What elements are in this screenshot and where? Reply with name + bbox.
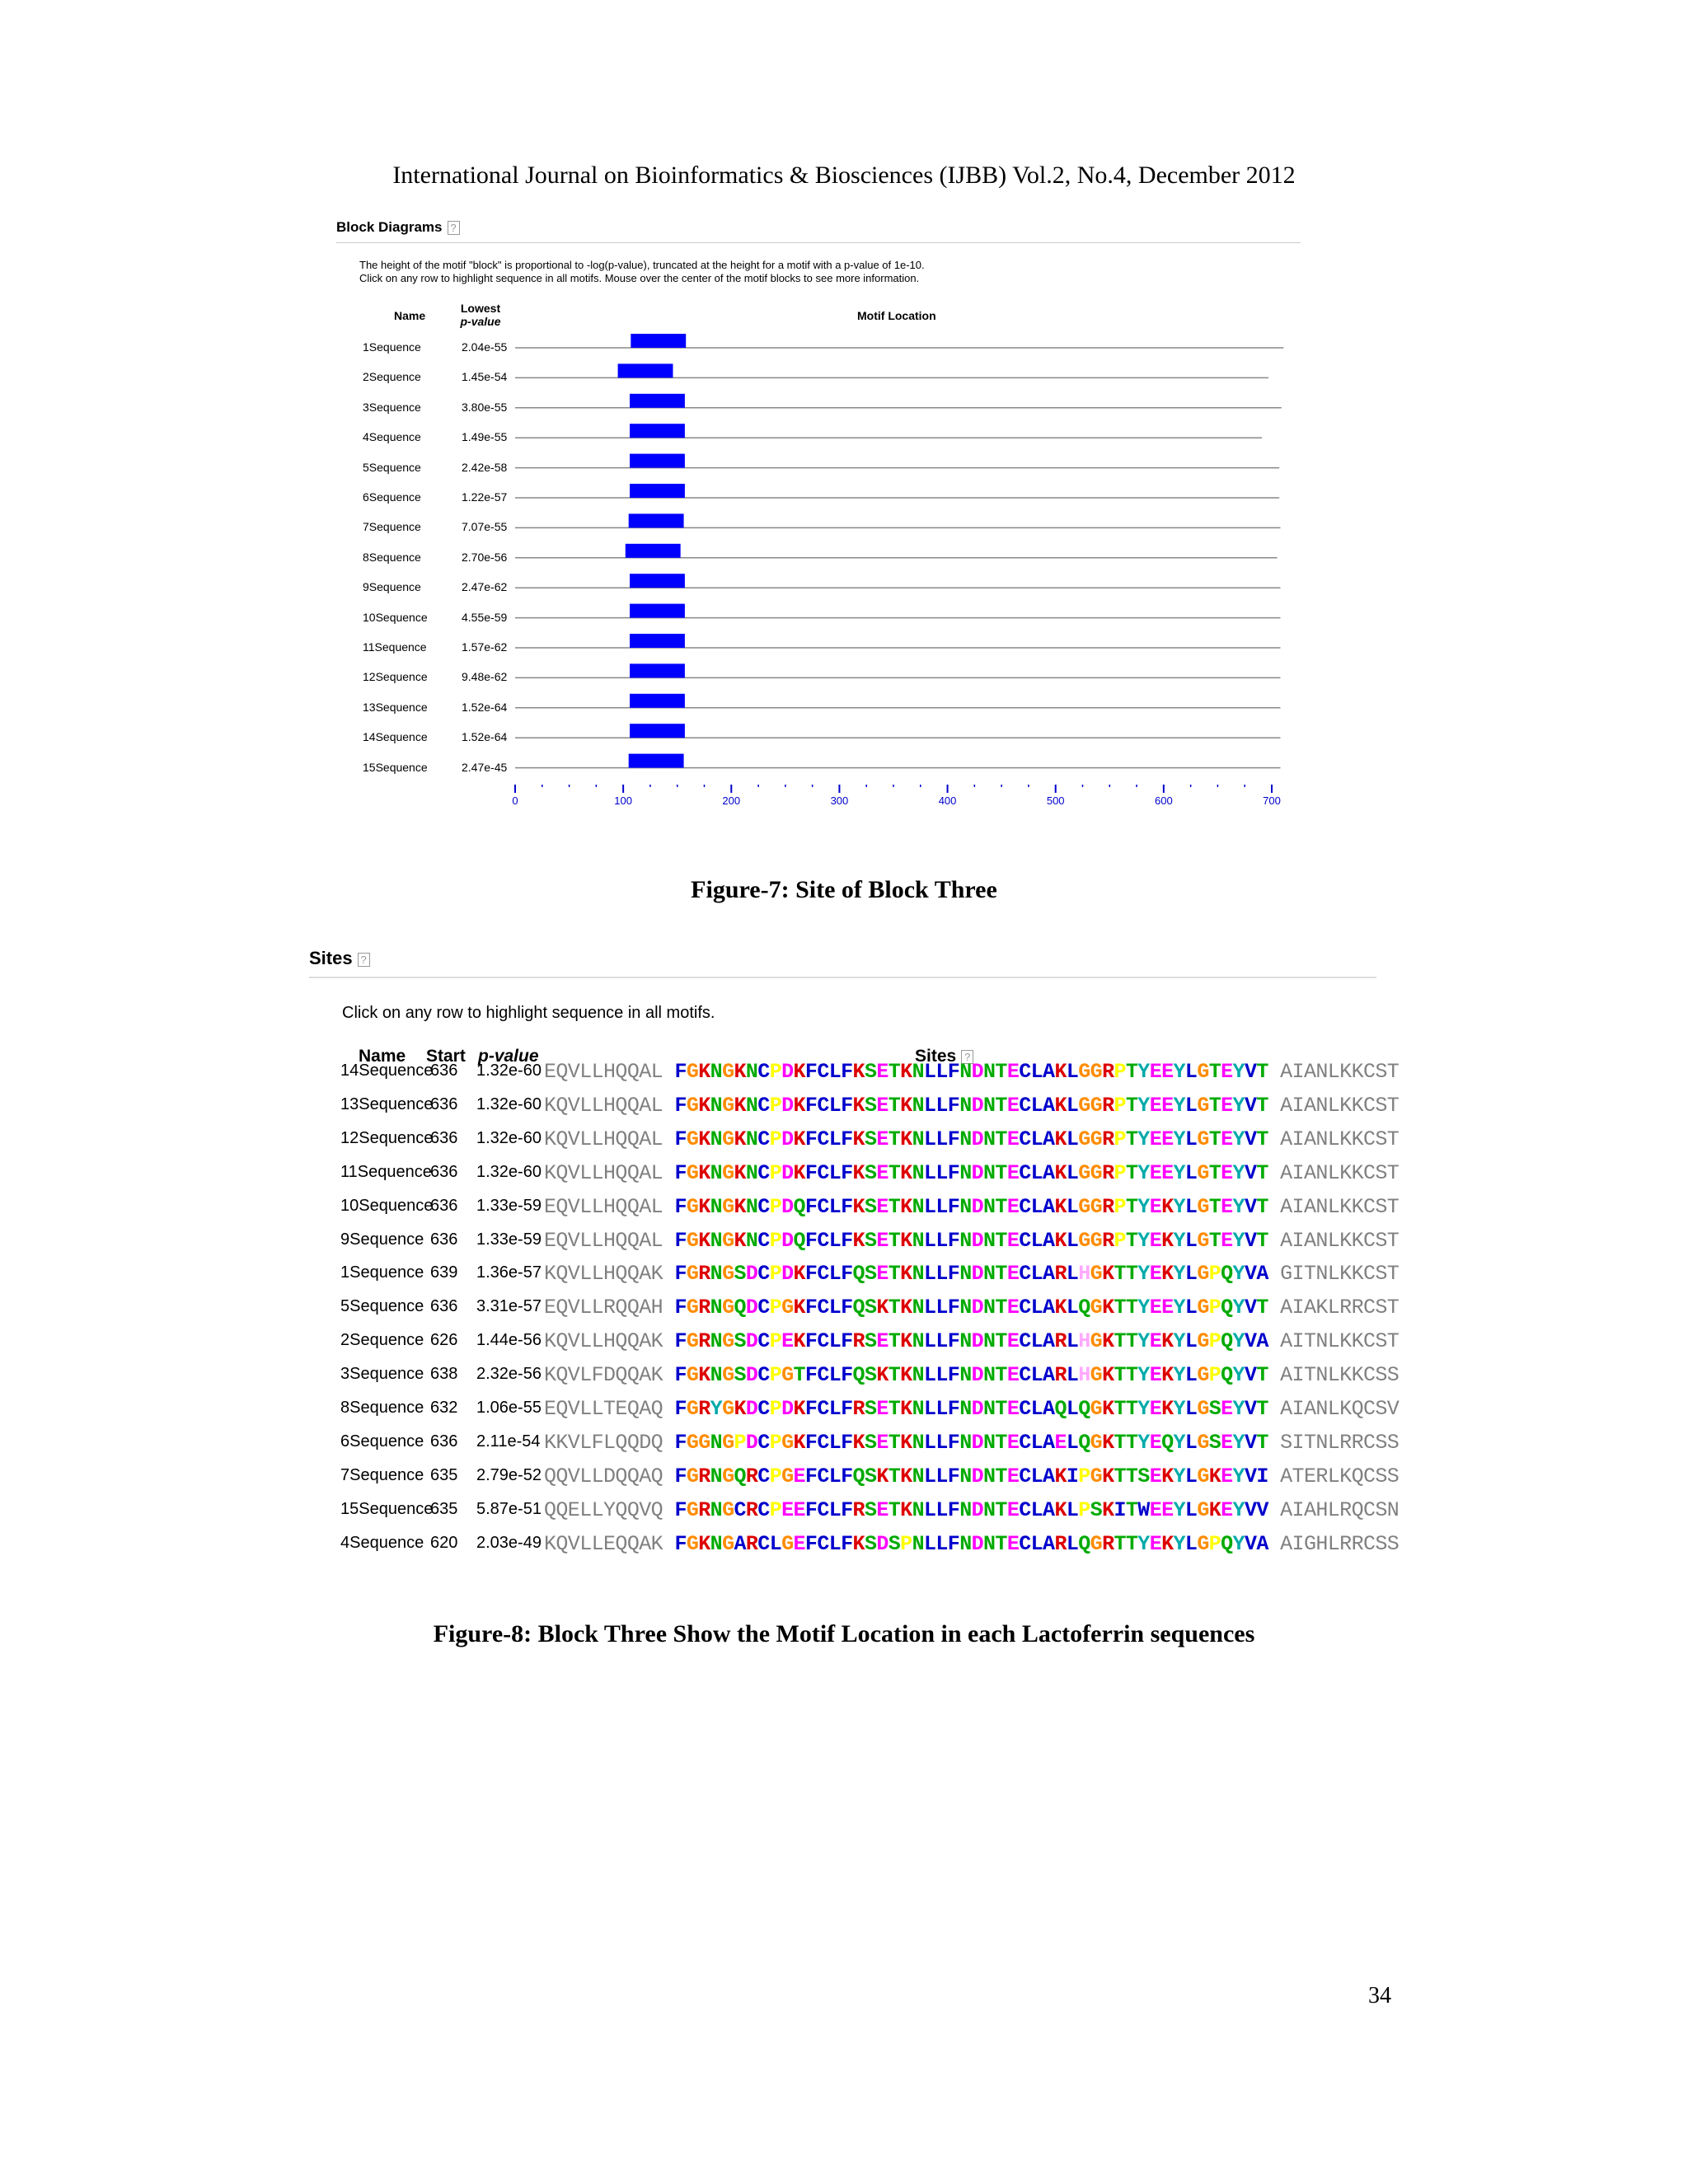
site-sequence (544, 1060, 1399, 1084)
site-name: 3Sequence (340, 1365, 424, 1384)
site-sequence (544, 1262, 1399, 1286)
block-row-pvalue: 9.48e-62 (462, 670, 508, 684)
motif-block[interactable] (630, 724, 685, 738)
site-name: 1Sequence (340, 1263, 424, 1282)
block-row-name[interactable]: 15Sequence (363, 760, 428, 774)
axis-tick-label: 300 (830, 794, 849, 807)
block-row-pvalue: 1.57e-62 (462, 640, 508, 654)
motif-site: FGGNGPDCPGKFCLFKSETKNLLFNDNTECLAELQGKTTYEQYLGSEYVT (674, 1430, 1268, 1455)
site-name: 6Sequence (340, 1432, 424, 1451)
site-start: 636 (430, 1128, 458, 1147)
right-flank: AIANLKKCST (1280, 1228, 1400, 1253)
motif-block[interactable] (626, 544, 681, 558)
right-flank: AIANLKKCST (1280, 1060, 1400, 1084)
block-row-name[interactable]: 13Sequence (363, 700, 428, 714)
motif-site: FGKNGARCLGEFCLFKSDSPNLLFNDNTECLARLQGRTTYEKYLGPQYVA (674, 1531, 1268, 1556)
block-row-name[interactable]: 1Sequence (363, 340, 421, 354)
motif-site: FGRNGSDCPEKFCLFRSETKNLLFNDNTECLARLHGKTTYEKYLGPQYVA (674, 1329, 1268, 1354)
motif-block[interactable] (630, 394, 685, 408)
site-sequence (544, 1094, 1399, 1118)
site-name: 10Sequence (340, 1196, 434, 1215)
site-pvalue: 1.32e-60 (476, 1062, 542, 1080)
site-name: 14Sequence (340, 1062, 434, 1080)
block-row-pvalue: 2.47e-45 (462, 760, 508, 774)
journal-header: International Journal on Bioinformatics & Biosciences (IJBB) Vol.2, No.4, December 2012 (392, 162, 1296, 189)
block-row-pvalue: 1.52e-64 (462, 700, 508, 714)
site-start: 635 (430, 1499, 458, 1518)
motif-site: FGKNGKNCPDQFCLFKSETKNLLFNDNTECLAKLGGRPTYEKYLGTEYVT (674, 1194, 1268, 1219)
right-flank: AIANLKKCST (1280, 1160, 1400, 1185)
sites-description: Click on any row to highlight sequence in all motifs. (342, 1004, 715, 1022)
block-row-pvalue: 1.22e-57 (462, 490, 508, 504)
axis-tick-label: 700 (1263, 794, 1281, 807)
left-flank: KKVLFLQQDQ (544, 1430, 663, 1455)
block-row-name[interactable]: 11Sequence (363, 640, 427, 654)
block-diagram-plot (511, 330, 1302, 824)
help-icon[interactable]: ? (448, 221, 460, 235)
sites-col-pvalue: p-value (478, 1047, 539, 1066)
site-pvalue: 2.11e-54 (476, 1432, 541, 1451)
left-flank: EQVLLHQQAL (544, 1194, 663, 1219)
right-flank: AIANLKKCST (1280, 1127, 1400, 1151)
right-flank: ATERLKQCSS (1280, 1464, 1400, 1488)
site-start: 626 (430, 1331, 458, 1350)
site-pvalue: 1.44e-56 (476, 1331, 542, 1350)
block-row-name[interactable]: 4Sequence (363, 430, 421, 444)
motif-block[interactable] (629, 513, 684, 527)
block-row-name[interactable]: 2Sequence (363, 370, 421, 384)
site-pvalue: 3.31e-57 (476, 1297, 542, 1316)
site-start: 636 (430, 1230, 458, 1249)
motif-site: FGKNGKNCPDQFCLFKSETKNLLFNDNTECLAKLGGRPTYEKYLGTEYVT (674, 1228, 1268, 1253)
col-header-lowest-pvalue (460, 302, 501, 328)
motif-block[interactable] (630, 694, 685, 708)
left-flank: KQVLLHQQAK (544, 1262, 663, 1286)
axis-tick-label: 500 (1046, 794, 1065, 807)
left-flank: KQVLLHQQAK (544, 1329, 663, 1354)
left-flank: EQVLLTEQAQ (544, 1397, 663, 1421)
description-line-2: Click on any row to highlight sequence in all motifs. Mouse over the center of the motif blocks to see more information. (359, 272, 920, 284)
left-flank: EQVLLHQQAL (544, 1228, 663, 1253)
block-diagrams-description (359, 259, 925, 285)
site-start: 636 (430, 1432, 458, 1451)
motif-block[interactable] (630, 634, 685, 648)
site-sequence (544, 1127, 1399, 1151)
site-name: 2Sequence (340, 1331, 424, 1350)
description-line-1: The height of the motif "block" is proportional to -log(p-value), truncated at the height for a motif with a p-value of 1e-10. (359, 259, 925, 271)
site-pvalue: 1.33e-59 (476, 1196, 542, 1215)
right-flank: AITNLKKCST (1280, 1329, 1400, 1354)
site-pvalue: 1.32e-60 (476, 1162, 542, 1181)
site-sequence (544, 1296, 1399, 1319)
right-flank: SITNLRRCSS (1280, 1430, 1400, 1455)
block-row-name[interactable]: 5Sequence (363, 460, 421, 474)
motif-block[interactable] (630, 663, 685, 677)
motif-block[interactable] (630, 454, 685, 468)
site-sequence (544, 1195, 1399, 1219)
site-name: 4Sequence (340, 1533, 424, 1552)
block-row-name[interactable]: 9Sequence (363, 580, 421, 594)
block-row-pvalue: 2.04e-55 (462, 340, 508, 354)
motif-block[interactable] (629, 754, 684, 768)
left-flank: EQVLLRQQAH (544, 1296, 663, 1320)
site-sequence (544, 1465, 1399, 1488)
sites-label: Sites (309, 948, 353, 968)
site-start: 620 (430, 1533, 458, 1552)
block-row-pvalue: 3.80e-55 (462, 400, 508, 414)
site-sequence (544, 1532, 1399, 1556)
axis-tick-label: 0 (512, 794, 518, 807)
right-flank: AITNLKKCSS (1280, 1363, 1400, 1388)
block-row-name[interactable]: 10Sequence (363, 610, 428, 624)
left-flank: KQVLLEQQAK (544, 1531, 663, 1556)
motif-site: FGKNGKNCPDKFCLFKSETKNLLFNDNTECLAKLGGRPTYEEYLGTEYVT (674, 1160, 1268, 1185)
site-start: 636 (430, 1196, 458, 1215)
axis-tick-label: 100 (614, 794, 632, 807)
right-flank: GITNLKKCST (1280, 1262, 1400, 1286)
motif-site: FGRNGQRCPGEFCLFQSKTKNLLFNDNTECLAKIPGKTTSEKYLGKEYVI (674, 1464, 1268, 1488)
col-header-motif-location: Motif Location (857, 309, 936, 322)
block-row-pvalue: 2.42e-58 (462, 460, 508, 474)
block-diagrams-label: Block Diagrams (336, 219, 443, 235)
site-sequence (544, 1431, 1399, 1455)
axis-tick-label: 600 (1154, 794, 1173, 807)
right-flank: AIAKLRRCST (1280, 1296, 1400, 1320)
site-pvalue: 2.03e-49 (476, 1533, 542, 1552)
motif-site: FGRNGSDCPDKFCLFQSETKNLLFNDNTECLARLHGKTTYEKYLGPQYVA (674, 1262, 1268, 1286)
site-name: 9Sequence (340, 1230, 424, 1249)
site-pvalue: 1.32e-60 (476, 1094, 542, 1113)
site-start: 636 (430, 1062, 458, 1080)
left-flank: KQVLFDQQAK (544, 1363, 663, 1388)
sites-col-name: Name (359, 1047, 406, 1066)
motif-site: FGKNGKNCPDKFCLFKSETKNLLFNDNTECLAKLGGRPTYEEYLGTEYVT (674, 1060, 1268, 1084)
sites-col-sites-label: Sites (915, 1047, 957, 1066)
sites-col-start: Start (426, 1047, 466, 1066)
motif-site: FGKNGKNCPDKFCLFKSETKNLLFNDNTECLAKLGGRPTYEEYLGTEYVT (674, 1093, 1268, 1118)
site-sequence (544, 1397, 1399, 1421)
site-pvalue: 2.32e-56 (476, 1365, 542, 1384)
block-diagrams-title (336, 219, 460, 236)
block-row-name[interactable]: 3Sequence (363, 400, 421, 414)
right-flank: AIANLKKCST (1280, 1194, 1400, 1219)
site-name: 8Sequence (340, 1399, 424, 1417)
figure-7-caption: Figure-7: Site of Block Three (691, 876, 997, 903)
page-number: 34 (1368, 1983, 1391, 2008)
site-start: 636 (430, 1297, 458, 1316)
block-row-pvalue: 1.45e-54 (462, 370, 508, 384)
col-header-name: Name (394, 309, 426, 322)
sites-title (309, 948, 370, 969)
motif-site: FGRNGQDCPGKFCLFQSKTKNLLFNDNTECLAKLQGKTTYEEYLGPQYVT (674, 1296, 1268, 1320)
block-row-pvalue: 1.49e-55 (462, 430, 508, 444)
block-row-name[interactable]: 14Sequence (363, 730, 428, 744)
right-flank: AIANLKQCSV (1280, 1397, 1400, 1421)
help-icon[interactable]: ? (961, 1050, 973, 1064)
help-icon[interactable]: ? (358, 953, 370, 967)
site-pvalue: 1.32e-60 (476, 1128, 542, 1147)
motif-site: FGKNGKNCPDKFCLFKSETKNLLFNDNTECLAKLGGRPTYEEYLGTEYVT (674, 1127, 1268, 1151)
col-header-pvalue: p-value (460, 315, 501, 328)
site-pvalue: 1.06e-55 (476, 1399, 542, 1417)
site-pvalue: 2.79e-52 (476, 1465, 542, 1484)
right-flank: AIAHLRQCSN (1280, 1497, 1400, 1522)
site-start: 636 (430, 1162, 458, 1181)
block-row-pvalue: 4.55e-59 (462, 610, 508, 624)
axis-tick-label: 200 (722, 794, 741, 807)
site-pvalue: 5.87e-51 (476, 1499, 542, 1518)
site-name: 13Sequence (340, 1094, 434, 1113)
block-row-name[interactable]: 6Sequence (363, 490, 421, 504)
block-row-pvalue: 2.47e-62 (462, 580, 508, 594)
site-start: 632 (430, 1399, 458, 1417)
site-start: 639 (430, 1263, 458, 1282)
motif-block[interactable] (630, 604, 685, 618)
site-name: 15Sequence (340, 1499, 434, 1518)
section-divider (336, 242, 1301, 243)
site-sequence (544, 1329, 1399, 1353)
block-row-name[interactable]: 7Sequence (363, 520, 421, 534)
motif-block[interactable] (630, 574, 685, 588)
site-name: 12Sequence (340, 1128, 434, 1147)
motif-block[interactable] (631, 334, 686, 348)
left-flank: EQVLLHQQAL (544, 1060, 663, 1084)
right-flank: AIANLKKCST (1280, 1093, 1400, 1118)
block-row-pvalue: 7.07e-55 (462, 520, 508, 534)
left-flank: QQVLLDQQAQ (544, 1464, 663, 1488)
motif-site: FGKNGSDCPGTFCLFQSKTKNLLFNDNTECLARLHGKTTYEKYLGPQYVT (674, 1363, 1268, 1388)
motif-block[interactable] (630, 484, 685, 498)
site-sequence (544, 1161, 1399, 1185)
site-start: 638 (430, 1365, 458, 1384)
block-row-pvalue: 2.70e-56 (462, 550, 508, 564)
block-row-name[interactable]: 8Sequence (363, 550, 421, 564)
motif-block[interactable] (618, 363, 673, 377)
left-flank: KQVLLHQQAL (544, 1127, 663, 1151)
col-header-lowest: Lowest (460, 302, 501, 315)
axis-tick-label: 400 (938, 794, 957, 807)
figure-8-caption: Figure-8: Block Three Show the Motif Location in each Lactoferrin sequences (433, 1620, 1255, 1647)
site-sequence (544, 1498, 1399, 1522)
site-name: 7Sequence (340, 1465, 424, 1484)
left-flank: KQVLLHQQAL (544, 1160, 663, 1185)
site-sequence (544, 1363, 1399, 1387)
site-name: 5Sequence (340, 1297, 424, 1316)
block-row-name[interactable]: 12Sequence (363, 670, 428, 684)
site-pvalue: 1.33e-59 (476, 1230, 542, 1249)
block-row-pvalue: 1.52e-64 (462, 730, 508, 744)
right-flank: AIGHLRRCSS (1280, 1531, 1400, 1556)
section-divider (309, 977, 1376, 978)
motif-site: FGRNGCRCPEEFCLFRSETKNLLFNDNTECLAKLPSKITWEEYLGKEYVV (674, 1497, 1268, 1522)
site-name: 11Sequence (340, 1162, 432, 1181)
left-flank: KQVLLHQQAL (544, 1093, 663, 1118)
site-start: 635 (430, 1465, 458, 1484)
left-flank: QQELLYQQVQ (544, 1497, 663, 1522)
motif-site: FGRYGKDCPDKFCLFRSETKNLLFNDNTECLAQLQGKTTYEKYLGSEYVT (674, 1397, 1268, 1421)
site-start: 636 (430, 1094, 458, 1113)
site-sequence (544, 1229, 1399, 1253)
motif-block[interactable] (630, 424, 685, 438)
site-pvalue: 1.36e-57 (476, 1263, 542, 1282)
